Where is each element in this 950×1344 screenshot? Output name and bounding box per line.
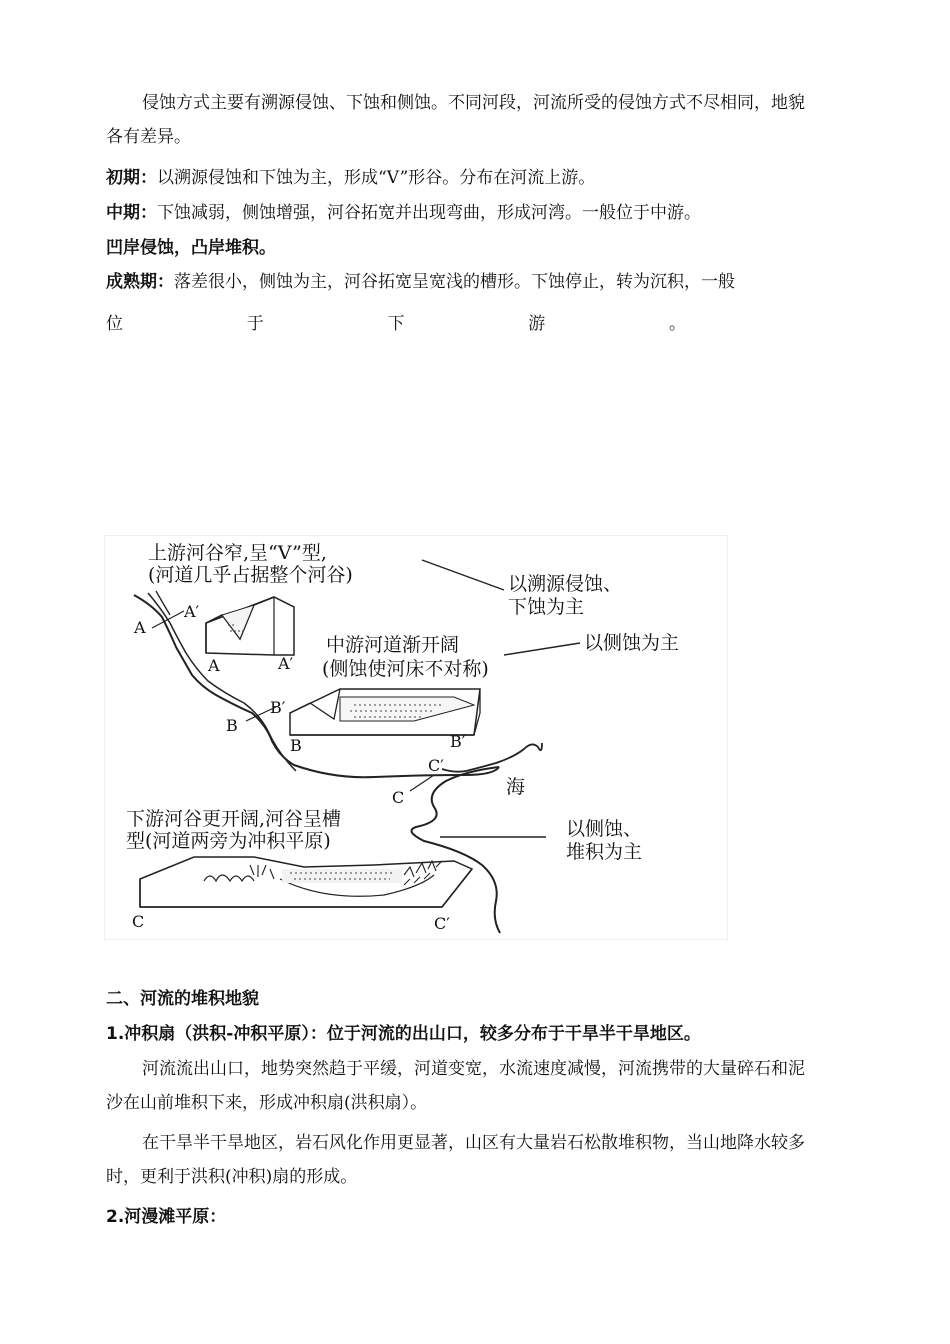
- middle-note: 以侧蚀为主: [584, 632, 680, 654]
- river-valley-diagram: [104, 535, 728, 940]
- middle-course-line1: 中游河道渐开阔: [326, 634, 460, 656]
- label-C-prime-top: C′: [428, 756, 444, 775]
- upper-course-line1: 上游河谷窄,呈“V”型,: [148, 542, 327, 564]
- floodplain-heading: 2.河漫滩平原：: [106, 1207, 227, 1227]
- lower-course-line1: 下游河谷更开阔,河谷呈槽: [126, 808, 342, 830]
- label-C-top: C: [392, 788, 405, 807]
- label-B-prime-top: B′: [270, 698, 286, 717]
- label-A-left: A: [134, 618, 146, 637]
- concave-bank-note: 凹岸侵蚀，凸岸堆积。: [106, 238, 276, 258]
- middle-stage-paragraph: [106, 196, 820, 230]
- section2-heading: 二、河流的堆积地貌: [106, 989, 259, 1009]
- label-A-prime-bottom: A′: [278, 654, 294, 673]
- mature-stage-paragraph: [106, 265, 820, 299]
- label-C-bottom: C: [132, 912, 145, 931]
- lower-note-line2: 堆积为主: [566, 841, 643, 863]
- spread-char: 下: [387, 314, 405, 334]
- spread-char: 。: [669, 314, 686, 334]
- upper-note-line2: 下蚀为主: [508, 596, 585, 618]
- lower-course-line2: 型(河道两旁为冲积平原): [126, 830, 331, 852]
- early-stage-text: 以溯源侵蚀和下蚀为主，形成“V”形谷。分布在河流上游。: [157, 168, 596, 188]
- middle-stage-label: 中期：: [106, 203, 157, 223]
- alluvial-fan-paragraph1: 河流流出山口，地势突然趋于平缓，河道变宽，水流速度减慢，河流携带的大量碎石和泥沙在山前堆积下来，形成冲积扇(洪积扇）。: [106, 1059, 805, 1113]
- middle-stage-text: 下蚀减弱，侧蚀增强，河谷拓宽并出现弯曲，形成河湾。一般位于中游。: [157, 203, 701, 223]
- mature-stage-label: 成熟期：: [106, 272, 174, 292]
- spread-char: 于: [246, 314, 264, 334]
- label-B-bottom: B: [290, 736, 302, 755]
- mature-stage-text: 落差很小，侧蚀为主，河谷拓宽呈宽浅的槽形。下蚀停止，转为沉积，一般: [174, 272, 735, 292]
- early-stage-label: 初期：: [106, 168, 157, 188]
- alluvial-fan-heading: 1.冲积扇（洪积-冲积平原）：位于河流的出山口，较多分布于干旱半干旱地区。: [106, 1024, 701, 1044]
- lower-note-line1: 以侧蚀、: [566, 818, 643, 840]
- middle-course-line2: (侧蚀使河床不对称): [322, 658, 489, 680]
- upper-course-line2: (河道几乎占据整个河谷): [148, 564, 353, 586]
- alluvial-fan-paragraph2: 在干旱半干旱地区，岩石风化作用更显著，山区有大量岩石松散堆积物，当山地降水较多时，更利于洪积(冲积)扇的形成。: [106, 1133, 805, 1187]
- label-C-prime-bottom: C′: [434, 914, 450, 933]
- label-A-prime-top: A′: [184, 602, 200, 621]
- spread-char: 位: [106, 314, 123, 334]
- label-B-left: B: [226, 716, 238, 735]
- intro-paragraph: 侵蚀方式主要有溯源侵蚀、下蚀和侧蚀。不同河段，河流所受的侵蚀方式不尽相同，地貌各有差异。: [106, 93, 805, 147]
- label-B-prime-bottom: B′: [450, 732, 466, 751]
- early-stage-paragraph: [106, 161, 820, 195]
- spread-char: 游: [528, 314, 546, 334]
- mature-stage-continuation: [106, 307, 686, 341]
- label-A-bottom: A: [208, 656, 220, 675]
- upper-note-line1: 以溯源侵蚀、: [508, 573, 623, 595]
- sea-label: 海: [506, 776, 526, 798]
